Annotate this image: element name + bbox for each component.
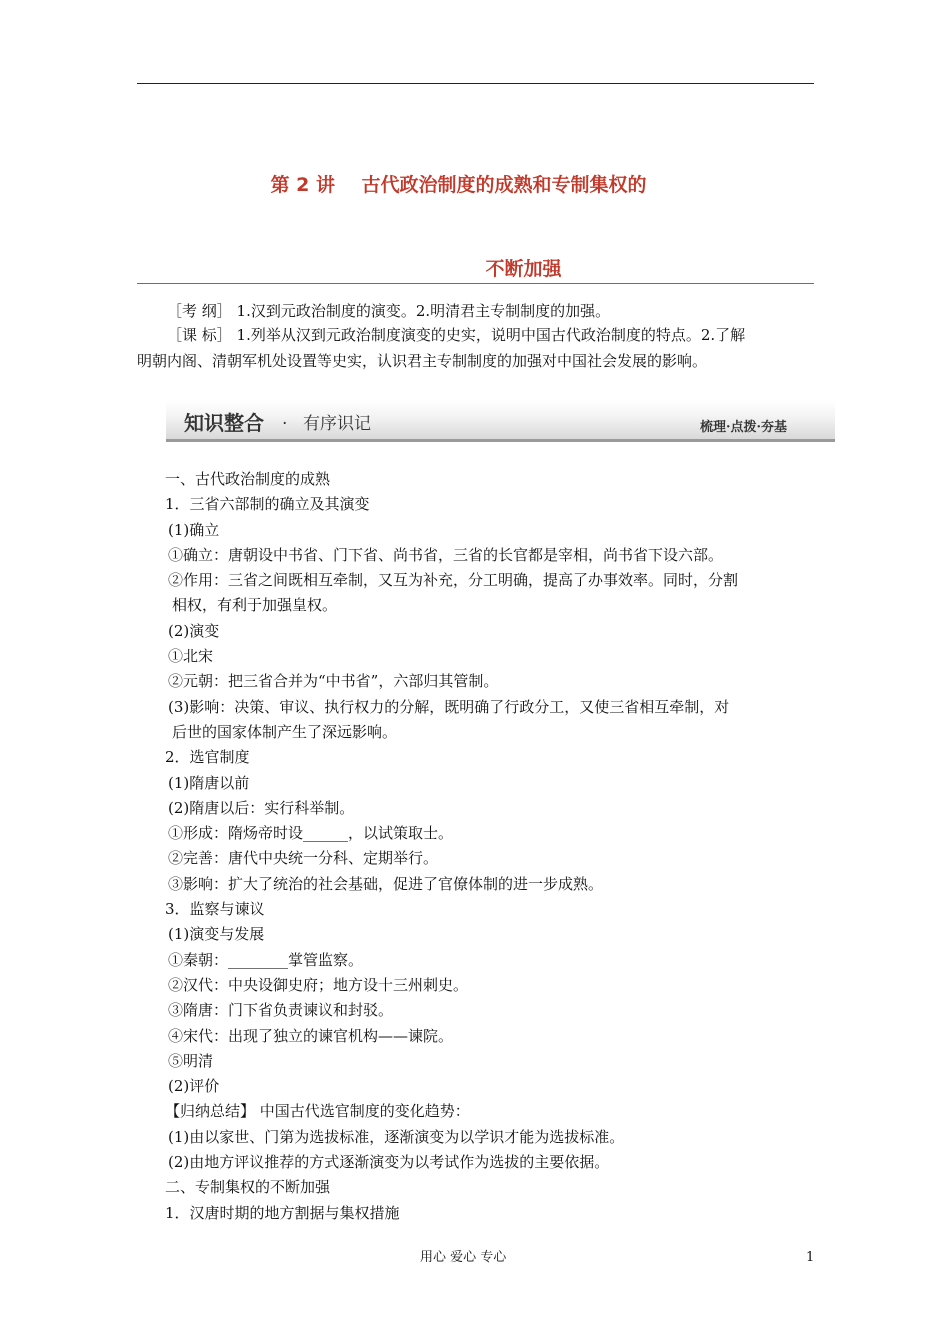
content-line: ②作用：三省之间既相互牵制，又互为补充，分工明确，提高了办事效率。同时，分割: [168, 571, 739, 590]
content-line: (2)评价: [168, 1077, 220, 1096]
content-line: (1)确立: [168, 520, 220, 539]
content-line: ③隋唐：门下省负责谏议和封驳。: [168, 1001, 394, 1020]
content-line: ④宋代：出现了独立的谏官机构——谏院。: [168, 1026, 454, 1045]
content-line: (1)演变与发展: [168, 925, 265, 944]
content-line: 1．汉唐时期的地方割据与集权措施: [165, 1203, 400, 1222]
section-banner-rule: [166, 439, 835, 442]
content-line: (3)影响：决策、审议、执行权力的分解，既明确了行政分工，又使三省相互牵制，对: [168, 697, 730, 716]
lecture-title-line-2: 不断加强: [485, 258, 562, 280]
syllabus-kebiao-line-2: 明朝内阁、清朝军机处设置等史实，认识君主专制制度的加强对中国社会发展的影响。: [137, 352, 708, 370]
content-line: (2)隋唐以后：实行科举制。: [168, 798, 355, 817]
content-line: ②汉代：中央设御史府；地方设十三州刺史。: [168, 975, 469, 994]
content-line: ⑤明清: [168, 1051, 214, 1070]
notes-body: [165, 467, 815, 1226]
banner-title: 知识整合: [184, 411, 264, 435]
content-line: ①形成：隋炀帝时设______，以试策取士。: [168, 824, 454, 843]
page-number: 1: [806, 1250, 815, 1265]
content-line: ①秦朝：________掌管监察。: [168, 950, 364, 969]
banner-subtitle: 有序识记: [303, 414, 371, 434]
title-underline: [137, 283, 814, 284]
content-line: ①北宋: [168, 647, 214, 666]
content-line: ③影响：扩大了统治的社会基础，促进了官僚体制的进一步成熟。: [168, 874, 604, 893]
content-line: ②元朝：把三省合并为“中书省”，六部归其管制。: [168, 672, 499, 691]
content-line: 1．三省六部制的确立及其演变: [165, 495, 370, 514]
content-line: 后世的国家体制产生了深远影响。: [172, 722, 398, 741]
content-line: 相权，有利于加强皇权。: [172, 596, 338, 615]
content-line: (2)由地方评议推荐的方式逐渐演变为以考试作为选拔的主要依据。: [168, 1153, 610, 1172]
content-line: (2)演变: [168, 621, 220, 640]
banner-separator: ·: [282, 414, 288, 434]
lecture-title-line-1: 第 2 讲 古代政治制度的成熟和专制集权的: [270, 174, 647, 196]
content-line: 一、古代政治制度的成熟: [165, 470, 331, 488]
content-line: 3．监察与谏议: [165, 900, 265, 919]
content-line: ①确立：唐朝设中书省、门下省、尚书省，三省的长官都是宰相，尚书省下设六部。: [168, 545, 724, 564]
banner-right-label: 梳理·点拨·夯基: [700, 420, 788, 435]
content-line: (1)隋唐以前: [168, 773, 250, 792]
content-line: (1)由以家世、门第为选拔标准，逐渐演变为以学识才能为选拔标准。: [168, 1127, 625, 1146]
content-line: 【归纳总结】 中国古代选官制度的变化趋势：: [165, 1102, 470, 1121]
syllabus-kaogang: ［考 纲］ 1.汉到元政治制度的演变。2.明清君主专制制度的加强。: [167, 302, 611, 320]
content-line: ②完善：唐代中央统一分科、定期举行。: [168, 849, 439, 868]
footer-motto: 用心 爱心 专心: [420, 1250, 507, 1265]
syllabus-kebiao-line-1: ［课 标］ 1.列举从汉到元政治制度演变的史实，说明中国古代政治制度的特点。2.了解: [167, 326, 746, 344]
content-line: 2．选官制度: [165, 748, 250, 767]
header-rule: [137, 83, 814, 84]
content-line: 二、专制集权的不断加强: [165, 1178, 331, 1197]
